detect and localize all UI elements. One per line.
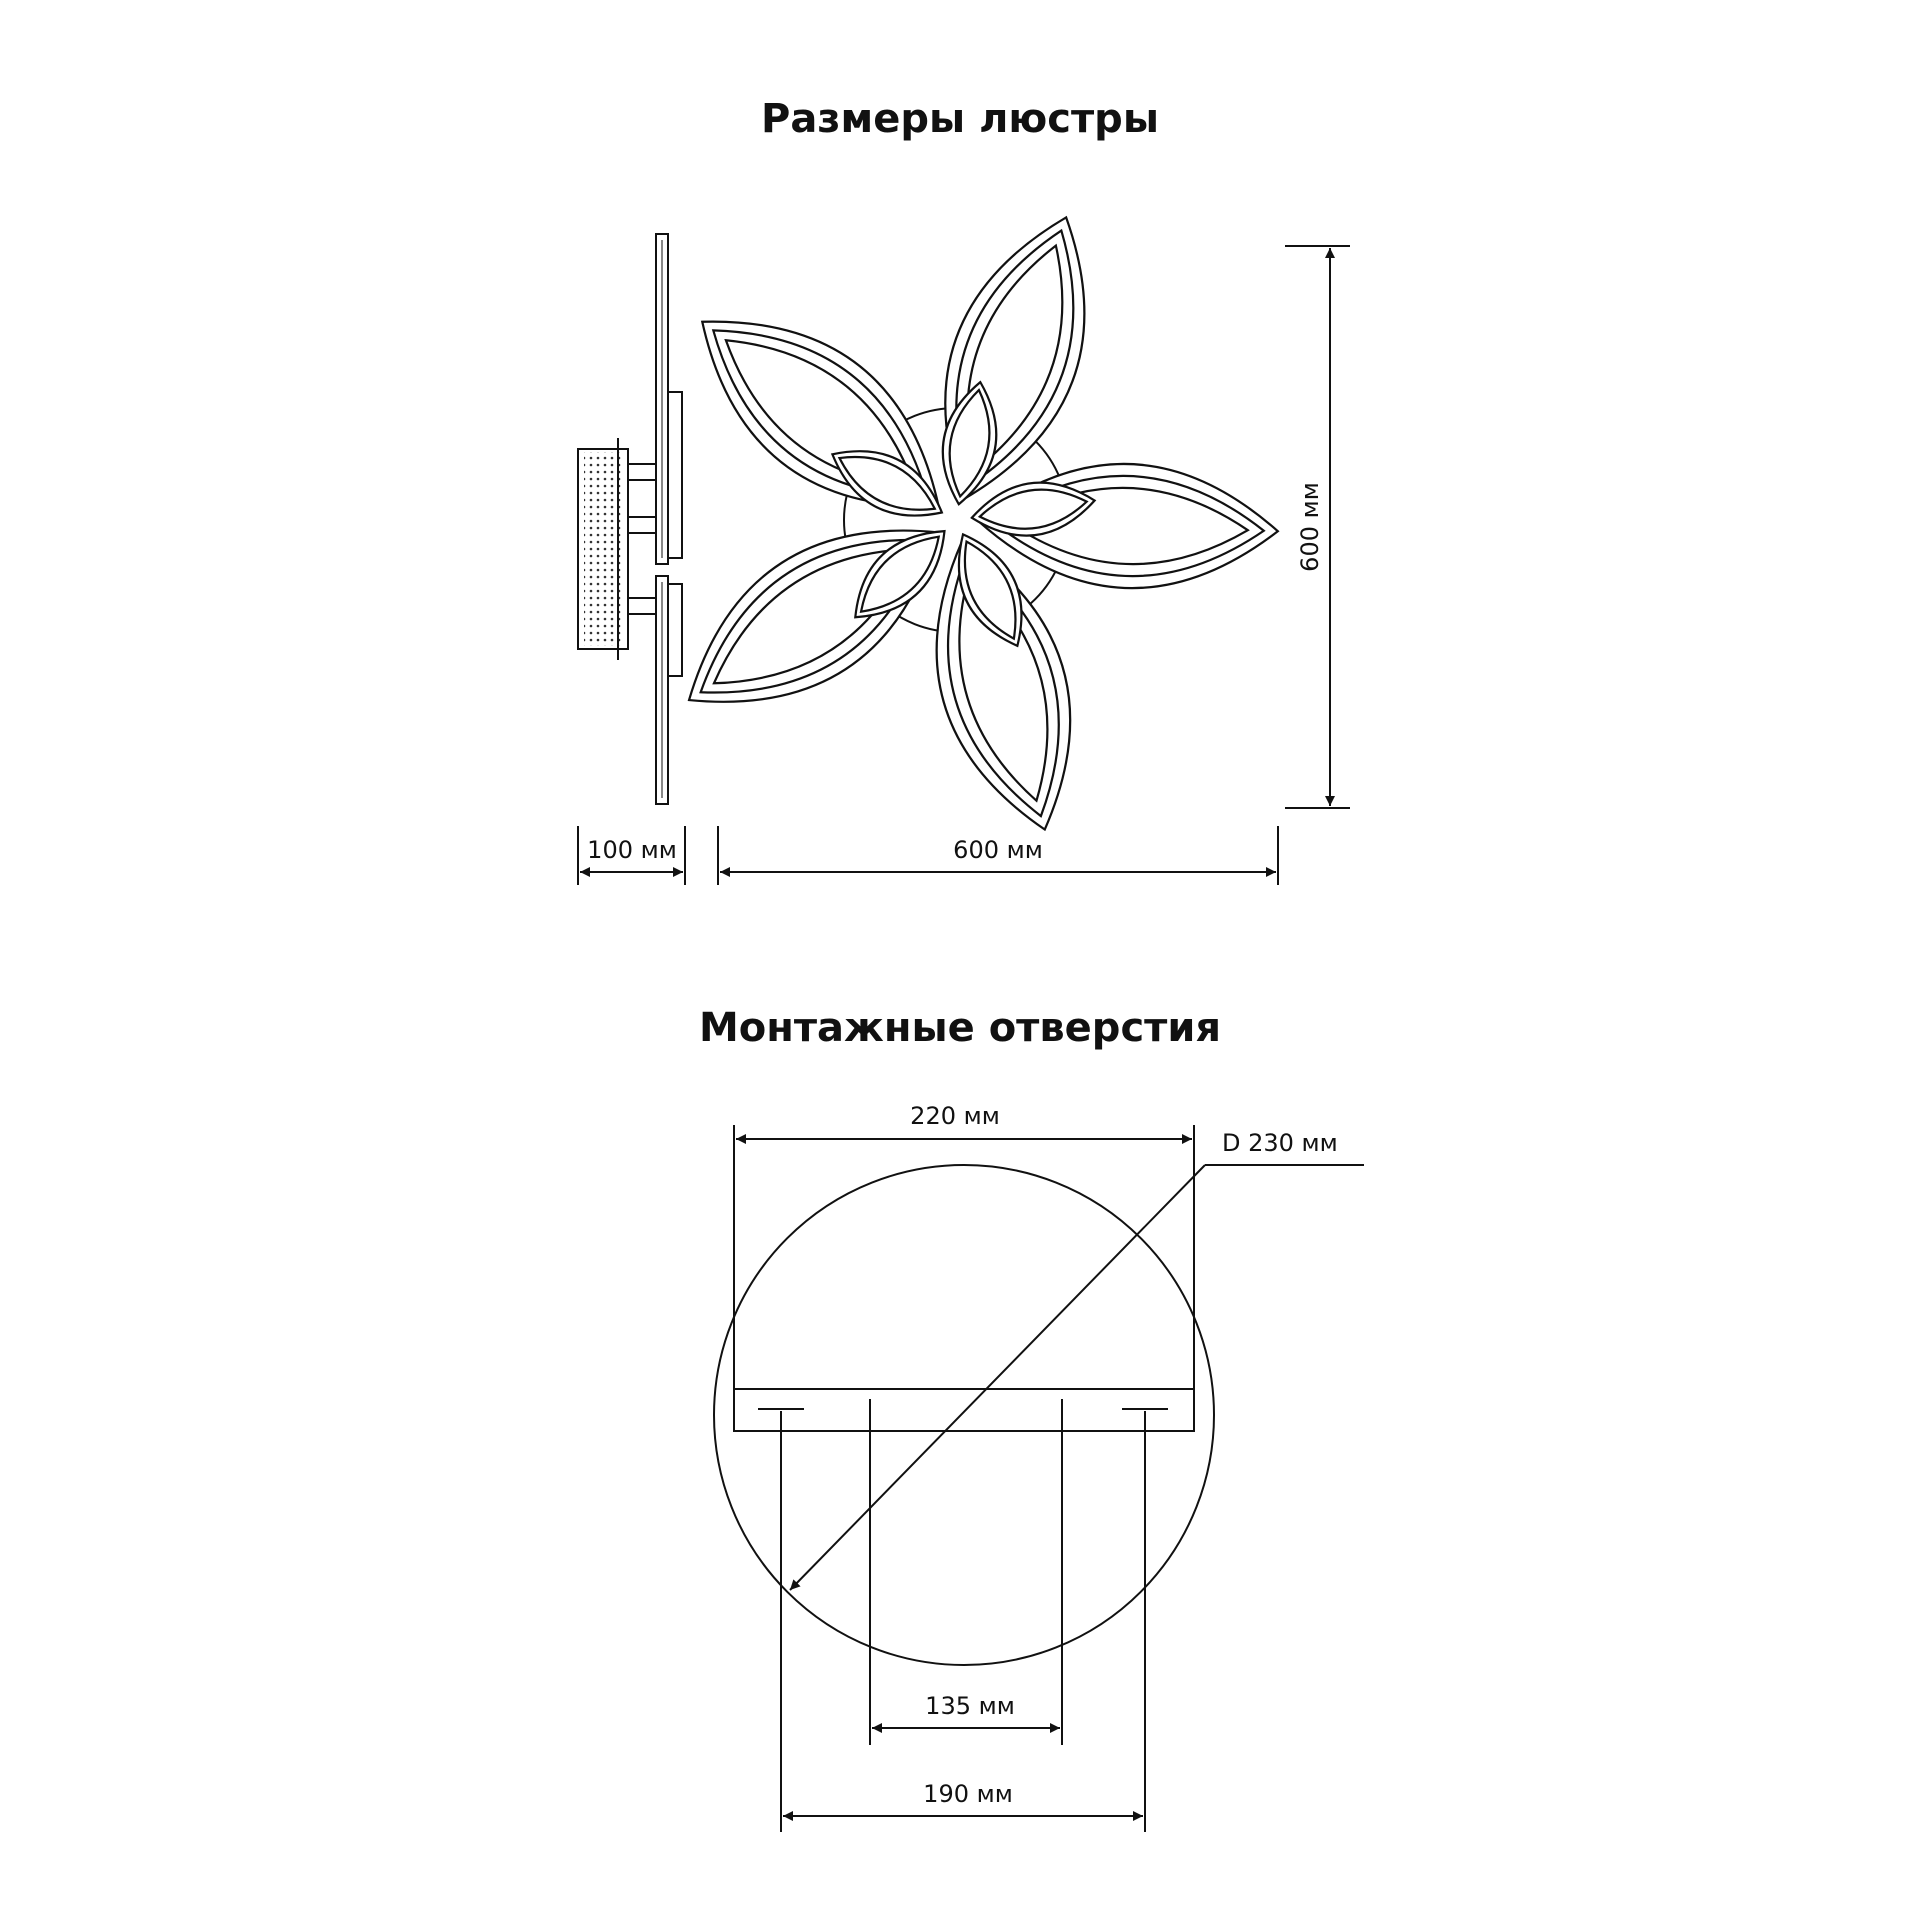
- outer-holes-label: 190 мм: [923, 1780, 1013, 1808]
- side-view-upper-leaf: [668, 392, 682, 558]
- side-view-stem-top: [628, 464, 658, 480]
- dimensions-title: Размеры люстры: [761, 96, 1159, 142]
- inner-holes-label: 135 мм: [925, 1692, 1015, 1720]
- side-view-stem-bottom: [628, 598, 658, 614]
- diameter-dimension-line: [790, 1165, 1205, 1590]
- height-label: 600 мм: [1296, 482, 1324, 572]
- side-view-lower-leaf: [668, 584, 682, 676]
- side-view-canopy-perforation: [584, 452, 622, 646]
- mounting-title: Монтажные отверстия: [698, 1005, 1222, 1051]
- top-view: [654, 196, 1280, 846]
- side-view: [578, 234, 682, 804]
- plate-width-label: 220 мм: [910, 1102, 1000, 1130]
- depth-label: 100 мм: [587, 836, 677, 864]
- mounting-diagram: [714, 1125, 1364, 1832]
- diameter-label: D 230 мм: [1222, 1129, 1338, 1157]
- side-view-stem-middle: [628, 517, 658, 533]
- width-label: 600 мм: [953, 836, 1043, 864]
